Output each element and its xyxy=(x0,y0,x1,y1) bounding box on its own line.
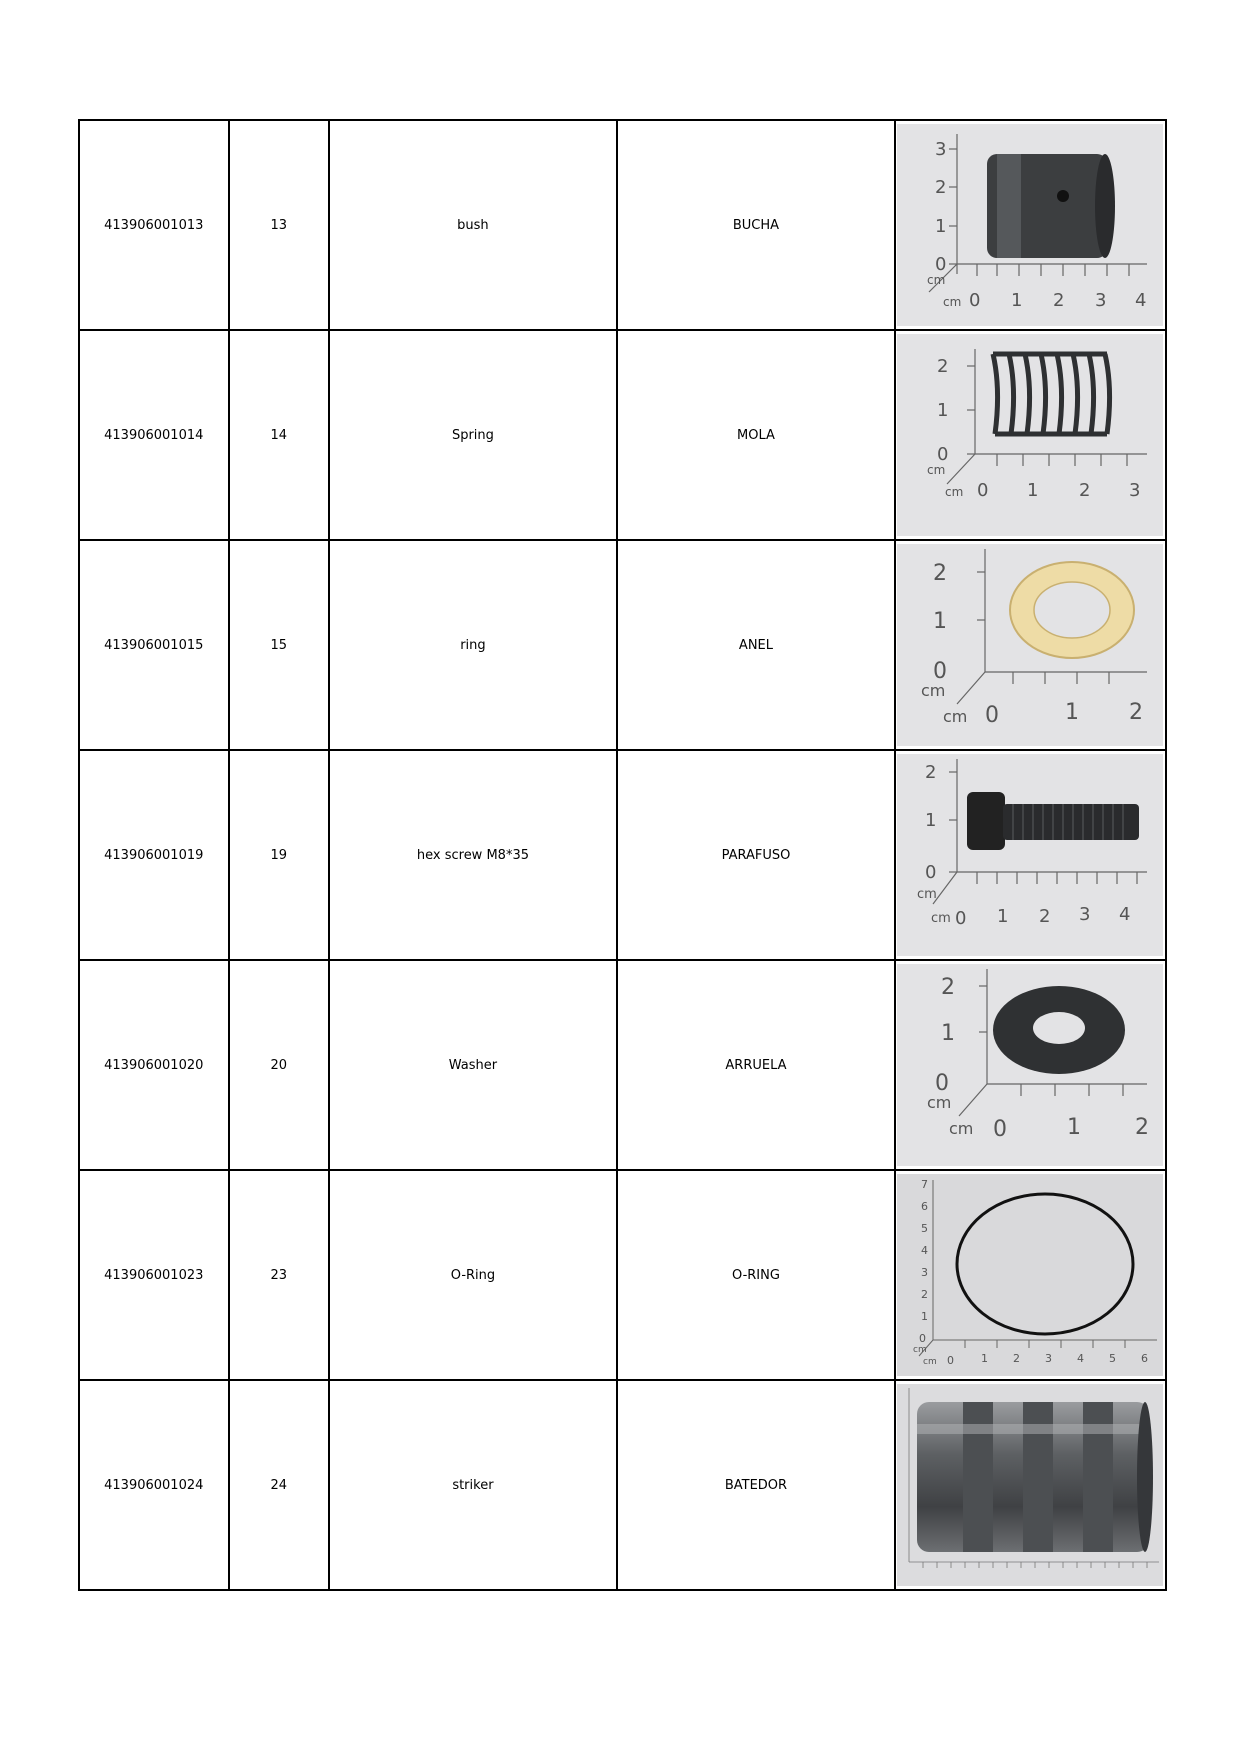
svg-text:0: 0 xyxy=(935,254,947,275)
washer-photo xyxy=(897,964,1163,1166)
svg-text:3: 3 xyxy=(1095,290,1107,311)
svg-text:5: 5 xyxy=(1109,1352,1117,1365)
svg-text:7: 7 xyxy=(921,1178,929,1191)
position-number: 14 xyxy=(229,330,329,540)
position-number: 24 xyxy=(229,1380,329,1590)
part-name-pt: ANEL xyxy=(617,540,895,750)
svg-text:2: 2 xyxy=(1135,1115,1150,1140)
svg-text:cm: cm xyxy=(927,463,946,477)
svg-text:5: 5 xyxy=(921,1222,929,1235)
part-name-en: hex screw M8*35 xyxy=(329,750,617,960)
svg-text:cm: cm xyxy=(931,911,952,926)
position-number: 23 xyxy=(229,1170,329,1380)
svg-text:6: 6 xyxy=(921,1200,929,1213)
svg-text:0: 0 xyxy=(969,290,981,311)
striker-photo xyxy=(897,1384,1163,1586)
part-name-en: Washer xyxy=(329,960,617,1170)
svg-text:3: 3 xyxy=(1045,1352,1053,1365)
bush-photo xyxy=(897,124,1163,326)
svg-text:1: 1 xyxy=(981,1352,989,1365)
table-row xyxy=(79,540,1166,750)
svg-text:4: 4 xyxy=(1077,1352,1085,1365)
svg-text:0: 0 xyxy=(937,444,949,465)
svg-text:0: 0 xyxy=(925,862,937,883)
svg-text:1: 1 xyxy=(1027,480,1039,501)
svg-text:0: 0 xyxy=(935,1071,950,1096)
part-code: 413906001013 xyxy=(79,120,229,330)
part-name-pt: PARAFUSO xyxy=(617,750,895,960)
svg-text:2: 2 xyxy=(1129,700,1144,725)
ring-photo xyxy=(897,544,1163,746)
part-code: 413906001024 xyxy=(79,1380,229,1590)
svg-text:cm: cm xyxy=(917,887,938,902)
part-code: 413906001020 xyxy=(79,960,229,1170)
svg-text:cm: cm xyxy=(943,295,962,309)
svg-text:1: 1 xyxy=(1065,700,1080,725)
svg-text:cm: cm xyxy=(927,273,946,287)
svg-text:0: 0 xyxy=(955,908,967,929)
svg-text:1: 1 xyxy=(933,609,948,634)
table-row xyxy=(79,1380,1166,1590)
part-name-en: O-Ring xyxy=(329,1170,617,1380)
table-row xyxy=(79,960,1166,1170)
part-code: 413906001014 xyxy=(79,330,229,540)
svg-text:2: 2 xyxy=(1079,480,1091,501)
svg-text:1: 1 xyxy=(925,810,937,831)
svg-text:3: 3 xyxy=(921,1266,929,1279)
svg-text:1: 1 xyxy=(997,906,1009,927)
table-row xyxy=(79,120,1166,330)
table-row xyxy=(79,750,1166,960)
o-ring-photo xyxy=(897,1174,1163,1376)
svg-text:2: 2 xyxy=(935,177,947,198)
part-name-pt: O-RING xyxy=(617,1170,895,1380)
svg-text:3: 3 xyxy=(1129,480,1141,501)
svg-text:2: 2 xyxy=(1013,1352,1021,1365)
svg-text:2: 2 xyxy=(933,561,948,586)
svg-text:0: 0 xyxy=(947,1354,955,1367)
svg-text:cm: cm xyxy=(949,1119,974,1138)
parts-table xyxy=(78,119,1167,1591)
svg-text:0: 0 xyxy=(993,1117,1008,1142)
table-row xyxy=(79,1170,1166,1380)
part-name-en: bush xyxy=(329,120,617,330)
svg-text:1: 1 xyxy=(921,1310,929,1323)
svg-text:2: 2 xyxy=(1053,290,1065,311)
position-number: 15 xyxy=(229,540,329,750)
svg-text:0: 0 xyxy=(985,703,1000,728)
svg-text:1: 1 xyxy=(937,400,949,421)
part-code: 413906001023 xyxy=(79,1170,229,1380)
position-number: 13 xyxy=(229,120,329,330)
svg-text:cm: cm xyxy=(943,707,968,726)
svg-text:1: 1 xyxy=(1011,290,1023,311)
svg-text:cm: cm xyxy=(923,1357,938,1367)
svg-text:4: 4 xyxy=(1119,904,1131,925)
svg-text:2: 2 xyxy=(937,356,949,377)
part-name-pt: ARRUELA xyxy=(617,960,895,1170)
svg-text:2: 2 xyxy=(925,762,937,783)
svg-text:2: 2 xyxy=(1039,906,1051,927)
svg-text:2: 2 xyxy=(921,1288,929,1301)
svg-text:3: 3 xyxy=(1079,904,1091,925)
svg-text:cm: cm xyxy=(921,681,946,700)
part-name-pt: MOLA xyxy=(617,330,895,540)
svg-text:1: 1 xyxy=(1067,1115,1082,1140)
table-row xyxy=(79,330,1166,540)
svg-text:cm: cm xyxy=(927,1093,952,1112)
part-name-en: ring xyxy=(329,540,617,750)
svg-text:0: 0 xyxy=(919,1332,927,1345)
part-name-pt: BUCHA xyxy=(617,120,895,330)
hex-screw-photo xyxy=(897,754,1163,956)
svg-text:0: 0 xyxy=(933,659,948,684)
svg-text:cm: cm xyxy=(913,1345,928,1355)
svg-text:6: 6 xyxy=(1141,1352,1149,1365)
svg-text:1: 1 xyxy=(941,1021,956,1046)
spring-photo xyxy=(897,334,1163,536)
svg-text:0: 0 xyxy=(977,480,989,501)
part-name-en: Spring xyxy=(329,330,617,540)
svg-text:cm: cm xyxy=(945,485,964,499)
part-code: 413906001015 xyxy=(79,540,229,750)
part-code: 413906001019 xyxy=(79,750,229,960)
svg-text:4: 4 xyxy=(921,1244,929,1257)
svg-text:4: 4 xyxy=(1135,290,1147,311)
position-number: 19 xyxy=(229,750,329,960)
svg-text:3: 3 xyxy=(935,139,947,160)
svg-text:2: 2 xyxy=(941,975,956,1000)
part-name-pt: BATEDOR xyxy=(617,1380,895,1590)
svg-text:1: 1 xyxy=(935,216,947,237)
position-number: 20 xyxy=(229,960,329,1170)
part-name-en: striker xyxy=(329,1380,617,1590)
